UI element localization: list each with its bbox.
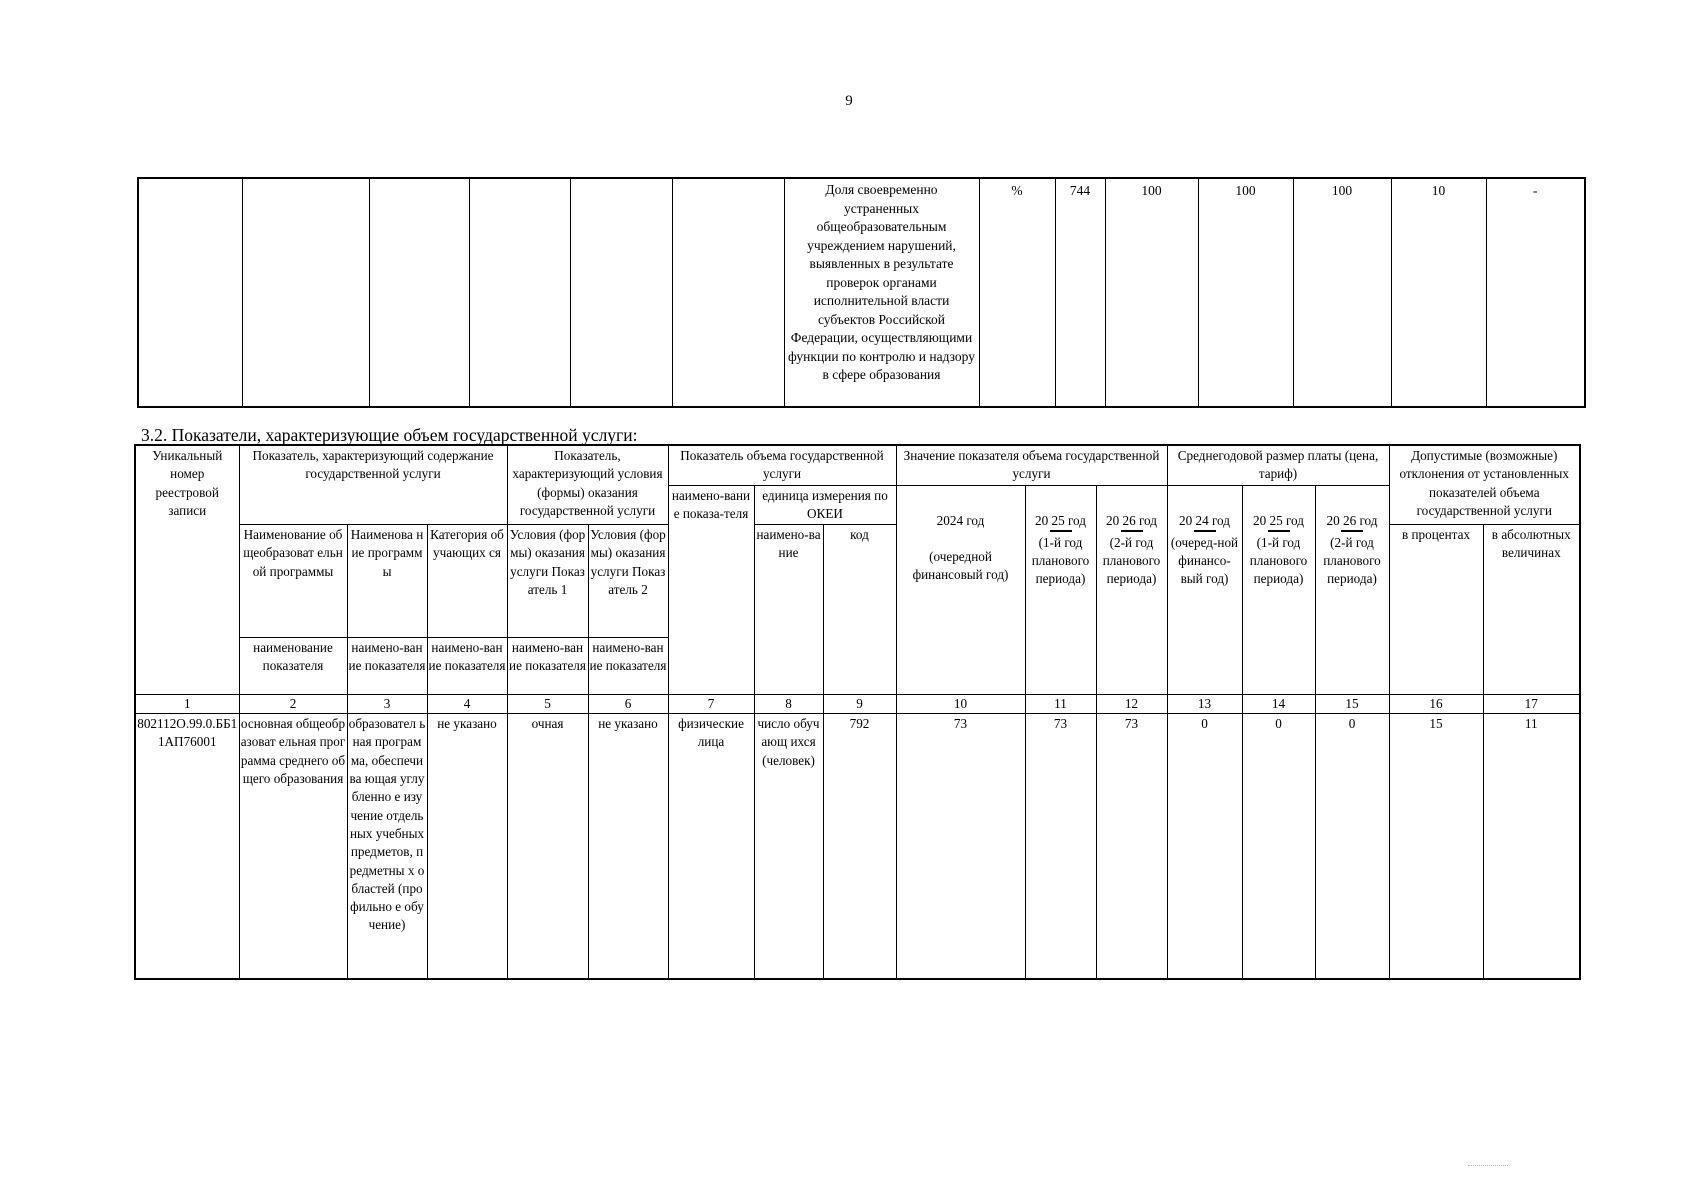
- header-value-group: Значение показателя объема государственной услуги: [896, 445, 1167, 485]
- header-condition-group: Показатель, характеризующий условия (формы) оказания государственной услуги: [507, 445, 668, 525]
- row-value-2026: 73: [1096, 714, 1167, 980]
- header-sub-program-name: Наименова ние программы: [347, 525, 427, 638]
- column-number: 2: [239, 695, 347, 714]
- row-fee-2024: 0: [1167, 714, 1242, 980]
- year-label: 20 25 год: [1253, 512, 1304, 528]
- header-unit-code: код: [823, 525, 896, 695]
- empty-cell: [672, 178, 784, 407]
- header-unit-okei: единица измерения по ОКЕИ: [754, 485, 896, 525]
- row-deviation-absolute: 11: [1483, 714, 1580, 980]
- year-label: 20 26 год: [1326, 512, 1378, 528]
- column-number: 12: [1096, 695, 1167, 714]
- quality-unit: %: [979, 178, 1055, 407]
- header-indicator-name: наимено-вание показателя: [347, 638, 427, 695]
- header-content-group: Показатель, характеризующий содержание государственной услуги: [239, 445, 507, 525]
- divider: [1121, 530, 1143, 532]
- column-number: 7: [668, 695, 754, 714]
- row-category: не указано: [427, 714, 507, 980]
- header-unit-name: наимено-вание: [754, 525, 823, 695]
- quality-deviation-absolute: -: [1486, 178, 1585, 407]
- year-label: 20 26 год: [1106, 512, 1157, 528]
- row-unique-number: 802112О.99.0.ББ11АП76001: [135, 714, 239, 980]
- quality-indicator-name: Доля своевременно устраненных общеобразовательным учреждением нарушений, выявленных в результате проверок органами исполнительной власти субъектов Российской Федерации, осуществляющими функции по контролю и надзору в сфере образования: [784, 178, 979, 407]
- column-number: 17: [1483, 695, 1580, 714]
- quality-value-2025: 100: [1198, 178, 1293, 407]
- empty-cell: [242, 178, 369, 407]
- column-number-row: [135, 695, 1580, 714]
- quality-indicators-table: [137, 177, 1586, 408]
- year-sublabel: (2-й год планового периода): [1323, 534, 1381, 587]
- year-sublabel: (очеред-ной финансо-вый год): [1170, 534, 1239, 587]
- column-number: 8: [754, 695, 823, 714]
- column-number: 6: [588, 695, 668, 714]
- volume-indicators-table: [134, 444, 1581, 980]
- year-sublabel: (1-й год планового периода): [1249, 534, 1308, 587]
- divider: [1194, 530, 1216, 532]
- column-number: 3: [347, 695, 427, 714]
- header-row: [135, 445, 1580, 485]
- quality-value-2026: 100: [1293, 178, 1391, 407]
- year-label: 20 25 год: [1035, 512, 1086, 528]
- divider: [1268, 530, 1290, 532]
- column-number: 16: [1389, 695, 1483, 714]
- empty-cell: [138, 178, 242, 407]
- year-label: 2024 год: [936, 512, 985, 528]
- table-row: [138, 178, 1585, 407]
- row-value-2025: 73: [1025, 714, 1096, 980]
- column-number: 14: [1242, 695, 1315, 714]
- year-sublabel: (1-й год планового периода): [1031, 534, 1090, 587]
- quality-value-2024: 100: [1105, 178, 1198, 407]
- row-value-2024: 73: [896, 714, 1025, 980]
- row-program: основная общеобразоват ельная программа среднего общего образования: [239, 714, 347, 980]
- column-number: 11: [1025, 695, 1096, 714]
- quality-deviation-percent: 10: [1391, 178, 1486, 407]
- header-indicator-name: наимено-вание показателя: [588, 638, 668, 695]
- divider: [1341, 530, 1363, 532]
- header-sub-condition-1: Условия (формы) оказания услуги Показатель 1: [507, 525, 588, 638]
- header-deviation-absolute: в абсолютных величинах: [1483, 525, 1580, 695]
- header-fee-2024: [1167, 485, 1242, 695]
- header-deviation-percent: в процентах: [1389, 525, 1483, 695]
- header-sub-condition-2: Условия (формы) оказания услуги Показатель 2: [588, 525, 668, 638]
- header-deviation-group: Допустимые (возможные) отклонения от установленных показателей объема государственной услуги: [1389, 445, 1580, 525]
- year-label: 20 24 год: [1179, 512, 1230, 528]
- empty-cell: [570, 178, 672, 407]
- table-row: [135, 714, 1580, 980]
- header-unique-number: Уникальный номер реестровой записи: [135, 445, 239, 695]
- header-volume-group: Показатель объема государственной услуги: [668, 445, 896, 485]
- empty-cell: [469, 178, 570, 407]
- page-number: 9: [845, 93, 853, 109]
- header-indicator-name: наимено-вание показателя: [427, 638, 507, 695]
- header-value-2026: [1096, 485, 1167, 695]
- header-fee-2026: [1315, 485, 1389, 695]
- scan-mark: [1468, 1165, 1508, 1166]
- row-fee-2026: 0: [1315, 714, 1389, 980]
- divider: [1050, 530, 1072, 532]
- empty-cell: [369, 178, 469, 407]
- quality-okei-code: 744: [1055, 178, 1105, 407]
- column-number: 1: [135, 695, 239, 714]
- header-fee-2025: [1242, 485, 1315, 695]
- column-number: 5: [507, 695, 588, 714]
- column-number: 13: [1167, 695, 1242, 714]
- header-indicator-name: наимено-вание показателя: [507, 638, 588, 695]
- header-fee-group: Среднегодовой размер платы (цена, тариф): [1167, 445, 1389, 485]
- row-deviation-percent: 15: [1389, 714, 1483, 980]
- header-sub-program: Наименование общеобразоват ельной программы: [239, 525, 347, 638]
- header-sub-category: Категория обучающих ся: [427, 525, 507, 638]
- section-title: 3.2. Показатели, характеризующие объем государственной услуги:: [141, 425, 638, 445]
- header-indicator-name: наименование показателя: [239, 638, 347, 695]
- row-unit-name: число обучающ ихся (человек): [754, 714, 823, 980]
- row-unit-code: 792: [823, 714, 896, 980]
- year-sublabel: (2-й год планового периода): [1102, 534, 1161, 587]
- column-number: 10: [896, 695, 1025, 714]
- row-condition-1: очная: [507, 714, 588, 980]
- header-value-2025: [1025, 485, 1096, 695]
- header-volume-indicator-name: наимено-вание показа-теля: [668, 485, 754, 695]
- column-number: 9: [823, 695, 896, 714]
- row-condition-2: не указано: [588, 714, 668, 980]
- row-program-name: образовател ьная программа, обеспечива ющая углубленно е изучение отдельных учебных предметов, предметны х областей (профильно е обучение): [347, 714, 427, 980]
- year-sublabel: (очередной финансовый год): [912, 548, 1009, 583]
- column-number: 15: [1315, 695, 1389, 714]
- column-number: 4: [427, 695, 507, 714]
- row-fee-2025: 0: [1242, 714, 1315, 980]
- row-volume-indicator: физические лица: [668, 714, 754, 980]
- header-value-2024: [896, 485, 1025, 695]
